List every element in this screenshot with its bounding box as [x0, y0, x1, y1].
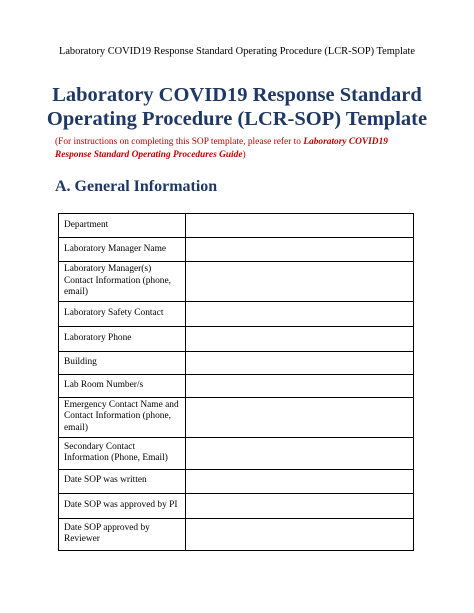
- row-value-field[interactable]: [186, 518, 414, 550]
- row-value-field[interactable]: [186, 469, 414, 493]
- running-header: Laboratory COVID19 Response Standard Operating Procedure (LCR-SOP) Template: [58, 46, 416, 57]
- instructions-note: [55, 136, 425, 161]
- row-value-field[interactable]: [186, 326, 414, 351]
- row-value-field[interactable]: [186, 437, 414, 469]
- row-value-field[interactable]: [186, 397, 414, 437]
- row-label: Date SOP approved by Reviewer: [59, 518, 186, 550]
- instructions-suffix: ): [242, 149, 246, 160]
- row-value-field[interactable]: [186, 301, 414, 326]
- row-label: Secondary Contact Information (Phone, Email): [59, 437, 186, 469]
- row-label: Laboratory Manager(s) Contact Information (phone, email): [59, 262, 186, 302]
- document-title-line-2: Operating Procedure (LCR-SOP) Template: [46, 108, 428, 130]
- document-title-line-1: Laboratory COVID19 Response Standard: [52, 84, 422, 106]
- table-row: [59, 518, 414, 550]
- row-label: Department: [59, 214, 186, 238]
- row-label: Laboratory Manager Name: [59, 238, 186, 262]
- row-label: Laboratory Phone: [59, 326, 186, 351]
- row-value-field[interactable]: [186, 262, 414, 302]
- table-row: [59, 214, 414, 238]
- row-label: Lab Room Number/s: [59, 374, 186, 397]
- instructions-prefix: (For instructions on completing this SOP template, please refer to: [55, 137, 304, 147]
- table-row: [59, 397, 414, 437]
- table-row: [59, 301, 414, 326]
- guide-reference: Laboratory COVID19 Response Standard Operating Procedures Guide: [55, 137, 388, 160]
- row-value-field[interactable]: [186, 238, 414, 262]
- table-row: [59, 469, 414, 493]
- table-row: [59, 262, 414, 302]
- table-row: [59, 238, 414, 262]
- row-value-field[interactable]: [186, 374, 414, 397]
- section-heading: A. General Information: [55, 178, 218, 195]
- row-label: Date SOP was written: [59, 469, 186, 493]
- row-value-field[interactable]: [186, 214, 414, 238]
- row-label: Laboratory Safety Contact: [59, 301, 186, 326]
- row-value-field[interactable]: [186, 351, 414, 374]
- row-value-field[interactable]: [186, 493, 414, 518]
- row-label: Building: [59, 351, 186, 374]
- table-row: [59, 374, 414, 397]
- document-title: [0, 83, 474, 131]
- row-label: Emergency Contact Name and Contact Information (phone, email): [59, 397, 186, 437]
- table-row: [59, 437, 414, 469]
- table-row: [59, 493, 414, 518]
- table-row: [59, 351, 414, 374]
- general-information-table: [58, 213, 414, 551]
- row-label: Date SOP was approved by PI: [59, 493, 186, 518]
- table-row: [59, 326, 414, 351]
